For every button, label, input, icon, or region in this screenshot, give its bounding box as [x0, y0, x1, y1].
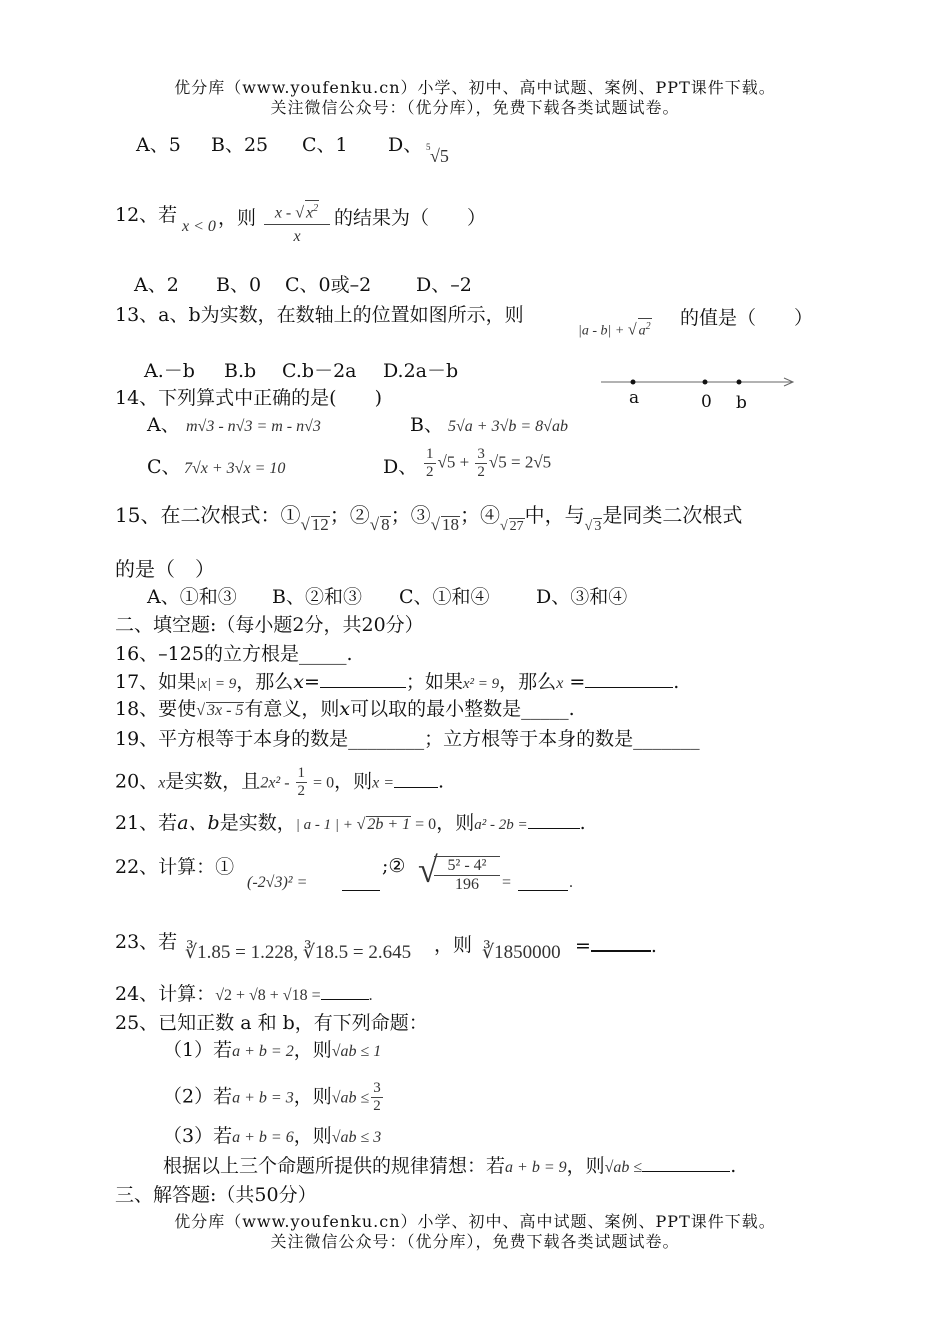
header-line-2: 关注微信公众号：（优分库），免费下载各类试题试卷。 [270, 98, 680, 117]
q13-stem-a: 13、a、b为实数，在数轴上的位置如图所示，则 [115, 304, 524, 326]
q15-stem-line-2: 的是（ ） [115, 557, 215, 581]
q20-x: x [158, 774, 166, 792]
q25-p3-r: √ab ≤ 3 [331, 1129, 382, 1146]
q25-p3-e: a + b = 6 [232, 1129, 294, 1146]
number-line-label-a: a [629, 388, 640, 408]
number-line-label-b: b [736, 393, 747, 413]
q25-concl-end: . [730, 1155, 737, 1177]
q15-option-d: D、③和④ [536, 586, 628, 608]
q18-b: 有意义，则 [244, 698, 340, 720]
q14-option-a-label: A、 [147, 414, 180, 436]
q24-end: . [368, 987, 373, 1004]
q25-prop-1 [163, 1038, 381, 1064]
q11-d-expr: √5 [430, 146, 449, 166]
q12-option-d: D、–2 [416, 274, 472, 296]
q20-frac [296, 765, 308, 800]
q20-frac-num: 1 [297, 765, 306, 781]
q14-option-b-label: B、 [410, 414, 443, 436]
q13-stem-b: 的值是（ ） [680, 307, 814, 329]
section-3-title: 三、解答题:（共50分） [115, 1184, 317, 1206]
q17-b: ，那么 [236, 671, 294, 693]
q25-p1-a: （1）若 [163, 1039, 233, 1061]
q22-a: 22、计算：① [115, 856, 235, 878]
number-line [598, 372, 798, 394]
q24-ex: √2 + √8 + √18 = [215, 987, 321, 1004]
q17-a: 17、如果 [115, 671, 197, 693]
q21: 21、若a、b是实数，| a - 1 | + √ 2b + 1 = 0，则a² - 2b = . [115, 812, 586, 834]
q19: 19、平方根等于本身的数是________；立方根等于本身的数是_______ [115, 728, 700, 750]
q18-x: x [339, 698, 351, 720]
q12-option-a: A、2 [134, 274, 179, 296]
q15-rad-3: 18 [441, 515, 459, 534]
q22-blank-1[interactable] [342, 874, 380, 895]
q25-p2-e: a + b = 3 [232, 1089, 294, 1107]
q14-d-f1-num: 1 [426, 446, 434, 462]
section-2-title: 二、填空题:（每小题2分，共20分） [115, 614, 424, 636]
q13-option-d: D.2a－b [383, 360, 459, 382]
point-b [737, 380, 742, 385]
q18-rad: 3x - 5 [206, 702, 244, 719]
q18-c: 可以取的最小整数是_____. [350, 698, 575, 720]
q15-rad-2: 8 [381, 515, 390, 534]
q23-a: 23、若 [115, 931, 178, 953]
q14-stem: 14、下列算式中正确的是( ) [115, 387, 383, 409]
q14-d-part-2: √5 = 2√5 [488, 452, 552, 472]
q15-rad-1: 12 [311, 515, 329, 534]
q13-option-b: B.b [224, 360, 257, 382]
q12-option-b: B、0 [216, 274, 262, 296]
footer-line-1: 优分库（www.youfenku.cn）小学、初中、高中试题、案例、PPT课件下载。 [174, 1212, 776, 1231]
number-line-label-zero: 0 [701, 392, 712, 412]
q15-option-b: B、②和③ [272, 586, 362, 608]
q14-option-b-expr: 5√a + 3√b = 8√ab [448, 418, 568, 435]
q12-option-c: C、0或–2 [285, 274, 372, 296]
q22-b: ;② [382, 855, 406, 877]
q12-stem-a: 12、若 [115, 204, 178, 226]
q25-prop-3 [163, 1124, 381, 1150]
q22-eq: = [502, 874, 512, 891]
q15-rad-4: 27 [509, 519, 524, 534]
q17-abs: |x| = 9 [196, 676, 237, 692]
q21-vars: a、b [177, 812, 220, 834]
q22-radical-sign: √ [418, 850, 438, 890]
q25-stem: 25、已知正数 a 和 b，有下列命题： [115, 1012, 428, 1034]
q14-d-part-1: √5 + [437, 452, 474, 472]
footer-line-2: 关注微信公众号：（优分库），免费下载各类试题试卷。 [270, 1232, 680, 1251]
q12-num-rad: $x^2$ [305, 200, 319, 221]
q20-d: . [438, 770, 445, 793]
q11-option-b: B、25 [211, 134, 269, 156]
q17-sq: x² = 9 [462, 676, 500, 692]
q17-e: ，那么 [499, 671, 557, 693]
q15-stem: 15、在二次根式：$①_{√ 12}$；$②_{√ 8}$；$③_{√ 18}$；$④_{√ 27}$中，与$_{√ 3}$是同类二次根式 [115, 503, 743, 534]
q17: 17、如果|x| = 9，那么x= ；如果x² = 9，那么x = . [115, 671, 680, 693]
q14-option-a-expr: m√3 - n√3 = m - n√3 [186, 418, 321, 435]
q21-ex2: = 0 [411, 816, 437, 833]
q21-d: . [579, 812, 586, 834]
q25-p1-b: ，则 [293, 1039, 332, 1061]
q21-blank[interactable] [528, 812, 580, 829]
q12-num-a: x - [274, 204, 296, 222]
q12-num-rad-x: x [306, 204, 314, 222]
q21-ex1: | a - 1 | + [295, 817, 357, 833]
q25-concl-b: ，则 [566, 1155, 605, 1177]
q12-condition: x < 0 [182, 218, 216, 235]
q24 [115, 982, 373, 1008]
q25-p2-num: 3 [373, 1080, 381, 1096]
q13-expr-a: |a - b| + [578, 323, 628, 339]
q23-blank[interactable] [591, 934, 651, 952]
q15-rad-5: 3 [594, 519, 602, 534]
q15-sep-6: 是同类二次根式 [602, 503, 743, 527]
q20-a: 20、 [115, 770, 159, 793]
q25-concl-a: 根据以上三个命题所提供的规律猜想：若 [163, 1155, 506, 1177]
q21-rad: 2b + 1 [367, 816, 411, 833]
q25-p2-r: √ab ≤ [331, 1089, 370, 1107]
q14-d-frac-1 [424, 446, 436, 481]
q22-radicand [434, 856, 500, 894]
q12-stem [115, 203, 177, 227]
point-zero [703, 380, 708, 385]
q24-blank[interactable] [321, 983, 369, 1000]
q15-sep-2: ；② [329, 503, 370, 527]
q25-prop-2 [163, 1080, 385, 1115]
q13-expr: |a - b| + √ $a^2$ [578, 318, 652, 340]
q14-option-c-label: C、 [147, 456, 181, 478]
q25-conclusion [163, 1154, 736, 1180]
q22-ex1: (-2√3)² = [247, 874, 308, 891]
header-line-1: 优分库（www.youfenku.cn）小学、初中、高中试题、案例、PPT课件下载。 [174, 78, 776, 97]
q20-x2: x = [372, 774, 394, 792]
q25-p2-a: （2）若 [163, 1085, 233, 1108]
q25-p3-b: ，则 [293, 1125, 332, 1147]
q25-p1-r: √ab ≤ 1 [331, 1043, 382, 1060]
q16: 16、–125的立方根是_____. [115, 643, 353, 665]
q15-sep-4: ；④ [459, 503, 500, 527]
q15-option-c: C、①和④ [399, 586, 490, 608]
q14-d-f2-den: 2 [477, 464, 485, 480]
q17-blank-1[interactable] [320, 671, 406, 688]
q25-concl-r: √ab ≤ [604, 1159, 643, 1176]
q14-option-d-expr [422, 446, 551, 481]
q22-denominator: 196 [455, 876, 479, 893]
q23-ex2: ∛1850000 [482, 942, 561, 963]
point-a [631, 380, 636, 385]
q25-p2-frac [371, 1080, 383, 1115]
q22-blank-2[interactable] [518, 874, 568, 895]
q17-d: ；如果 [405, 671, 463, 693]
q25-blank[interactable] [642, 1155, 730, 1172]
q20-c: ，则 [334, 770, 373, 793]
q13-expr-rad: $a^2$ [638, 318, 652, 340]
q21-a: 21、若 [115, 812, 178, 834]
q15-option-a: A、①和③ [147, 586, 237, 608]
q22-numerator: 5² - 4² [434, 857, 500, 876]
q25-p2-den: 2 [373, 1098, 381, 1114]
q12-stem-c: 的结果为（ ） [334, 207, 487, 229]
q13-option-c: C.b－2a [282, 360, 357, 382]
q25-p1-e: a + b = 2 [232, 1043, 294, 1060]
q13-option-a: A.－b [144, 360, 195, 382]
q15-stem-a: 15、在二次根式：① [115, 503, 301, 527]
q11-d-root-index: 5 [426, 142, 431, 152]
q23-b: ，则 [434, 934, 473, 956]
q25-p3-a: （3）若 [163, 1125, 233, 1147]
q14-d-frac-2 [475, 446, 487, 481]
q21-c: ，则 [436, 812, 475, 834]
q24-a: 24、计算： [115, 983, 216, 1005]
q21-ex3: a² - 2b = [474, 817, 528, 833]
q15-sep-3: ；③ [390, 503, 431, 527]
q17-c: = [303, 671, 320, 693]
q23-answer [575, 934, 657, 957]
q12-fraction [264, 200, 330, 246]
q25-concl-e: a + b = 9 [505, 1159, 567, 1176]
q20 [115, 765, 444, 800]
q20-ex1: 2x² - [260, 774, 294, 792]
q18-a: 18、要使 [115, 698, 197, 720]
q11-option-a: A、5 [136, 134, 181, 156]
q25-p2-b: ，则 [293, 1085, 332, 1108]
q20-frac-den: 2 [297, 783, 306, 799]
q14-option-d-label: D、 [383, 456, 418, 478]
q11-option-c: C、1 [302, 134, 348, 156]
q12-numerator: x - √ $x^2$ [264, 200, 330, 225]
q17-f: = [563, 671, 586, 693]
q20-blank[interactable] [394, 771, 438, 788]
q17-x2: x [556, 675, 564, 692]
q20-ex2: = 0 [309, 774, 335, 792]
q12-stem-b: ，则 [218, 207, 257, 229]
q22-end: . [569, 874, 573, 891]
q18: 18、要使√ 3x - 5有意义，则x可以取的最小整数是_____. [115, 698, 575, 720]
q17-x: x [293, 671, 304, 693]
q15-sep-5: 中，与 [524, 503, 585, 527]
q14-d-f1-den: 2 [426, 464, 434, 480]
q21-b: 是实数， [219, 812, 296, 834]
q12-denominator: x [293, 228, 301, 246]
q23-end: . [650, 935, 657, 957]
q14-d-f2-num: 3 [477, 446, 485, 462]
q23-ex1: ∛1.85 = 1.228, ∛18.5 = 2.645 [185, 942, 412, 963]
q13-expr-rad-a: a [638, 323, 646, 339]
q11-option-d: D、 [388, 134, 423, 156]
q14-option-c-expr: 7√x + 3√x = 10 [184, 460, 286, 477]
q23-eq: = [575, 935, 591, 957]
q20-b: 是实数，且 [165, 770, 261, 793]
q17-blank-2[interactable] [585, 671, 673, 688]
